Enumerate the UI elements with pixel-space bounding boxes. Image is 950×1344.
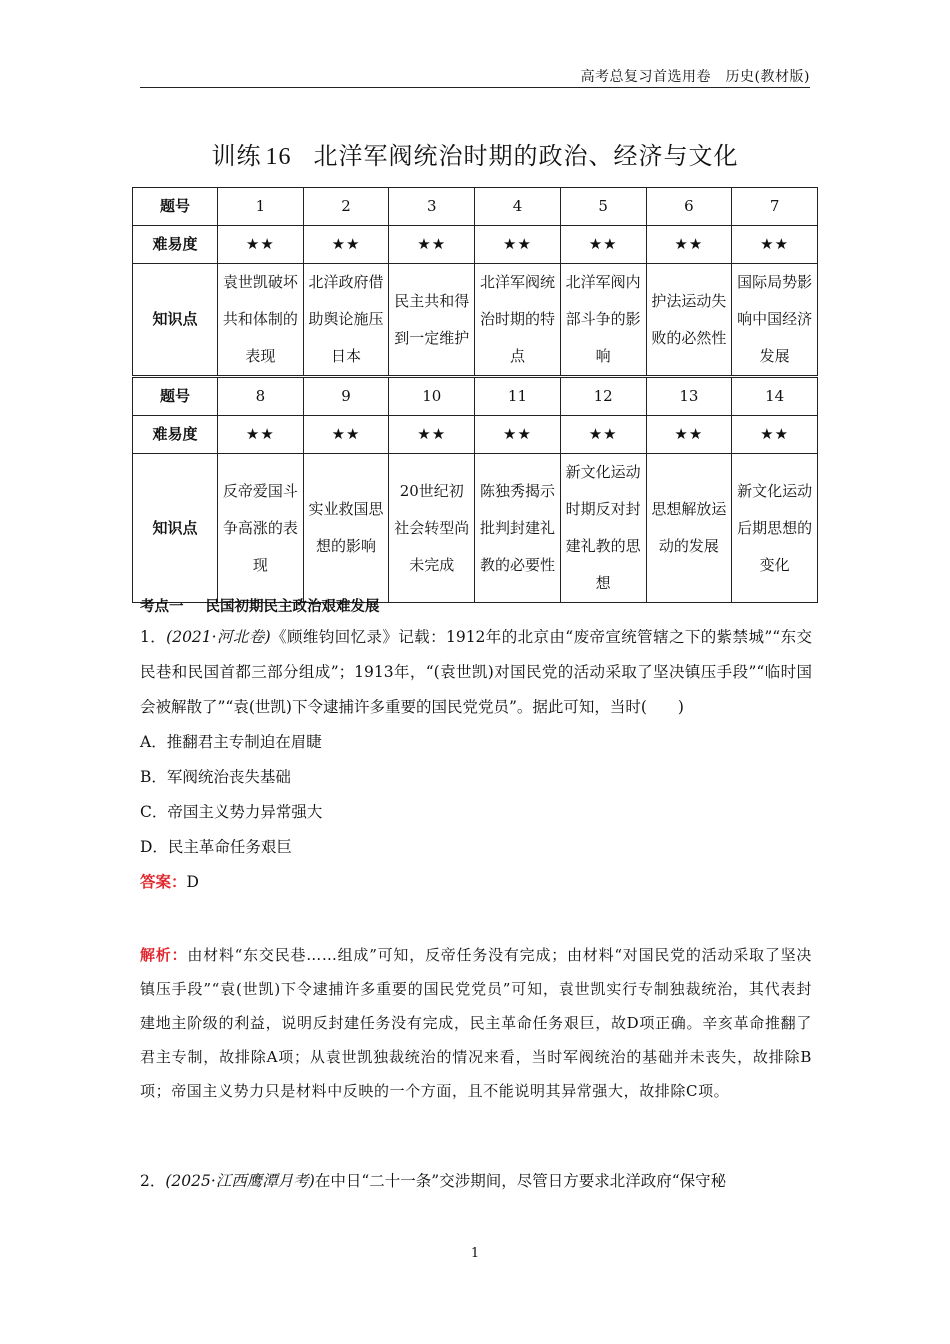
cell-knowledge: 北洋军阀内部斗争的影响 <box>565 273 641 365</box>
option-a: A．推翻君主专制迫在眉睫 <box>140 733 322 751</box>
question-2 <box>140 1164 812 1199</box>
row-label-knowledge: 知识点 <box>133 264 218 377</box>
cell-difficulty-stars: ★★ <box>475 416 561 454</box>
row-label-difficulty: 难易度 <box>133 416 218 454</box>
question-2-text: 在中日“二十一条”交涉期间，尽管日方要求北洋政府“保守秘 <box>314 1172 727 1190</box>
cell-knowledge: 北洋政府借助舆论施压日本 <box>308 273 384 365</box>
header-rule <box>140 87 810 88</box>
table-row-knowledge-1 <box>133 264 818 377</box>
cell-knowledge: 北洋军阀统治时期的特点 <box>479 273 555 365</box>
title-text: 北洋军阀统治时期的政治、经济与文化 <box>313 142 739 170</box>
cell-difficulty-stars: ★★ <box>732 226 818 264</box>
question-1 <box>140 620 812 900</box>
section-heading <box>140 595 812 616</box>
row-label-difficulty: 难易度 <box>133 226 218 264</box>
option-c: C．帝国主义势力异常强大 <box>140 803 323 821</box>
cell-difficulty-stars: ★★ <box>646 226 732 264</box>
answer-line <box>140 865 812 900</box>
cell-difficulty-stars: ★★ <box>303 416 389 454</box>
table-row-numbers-2 <box>133 377 818 416</box>
table-row-knowledge-2 <box>133 454 818 603</box>
cell-knowledge: 国际局势影响中国经济发展 <box>737 273 813 365</box>
cell-difficulty-stars: ★★ <box>389 416 475 454</box>
answer-value: D <box>186 873 199 891</box>
question-2-source: (2025·江西鹰潭月考) <box>165 1172 315 1190</box>
analysis-label: 解析： <box>140 946 188 964</box>
cell-number: 6 <box>646 188 732 226</box>
cell-difficulty-stars: ★★ <box>732 416 818 454</box>
page-title <box>0 136 950 171</box>
cell-knowledge: 反帝爱国斗争高涨的表现 <box>222 481 298 574</box>
option-b: B．军阀统治丧失基础 <box>140 768 291 786</box>
table-row-numbers-1 <box>133 188 818 226</box>
cell-knowledge: 陈独秀揭示批判封建礼教的必要性 <box>479 481 555 574</box>
cell-knowledge: 护法运动失败的必然性 <box>651 291 727 347</box>
cell-number: 2 <box>303 188 389 226</box>
running-header: 高考总复习首选用卷 历史(教材版) <box>580 69 810 85</box>
cell-difficulty-stars: ★★ <box>389 226 475 264</box>
cell-number: 3 <box>389 188 475 226</box>
section-title: 民国初期民主政治艰难发展 <box>205 599 380 615</box>
question-1-text: 《顾维钧回忆录》记载：1912年的北京由“废帝宣统管辖之下的紫禁城”“东交民巷和民国首都三部分组成”；1913年，“(袁世凯)对国民党的活动采取了坚决镇压手段”“临时国会被解散了”“袁(世凯)下令逮捕许多重要的国民党党员”。据此可知，当时( ) <box>140 628 812 716</box>
cell-difficulty-stars: ★★ <box>475 226 561 264</box>
cell-difficulty-stars: ★★ <box>560 226 646 264</box>
cell-difficulty-stars: ★★ <box>218 416 304 454</box>
cell-number: 12 <box>560 377 646 416</box>
question-2-number: 2． <box>140 1172 166 1190</box>
cell-number: 5 <box>560 188 646 226</box>
question-1-stem <box>140 620 812 725</box>
cell-knowledge: 实业救国思想的影响 <box>308 500 384 555</box>
cell-number: 11 <box>475 377 561 416</box>
cell-number: 10 <box>389 377 475 416</box>
cell-number: 8 <box>218 377 304 416</box>
cell-number: 1 <box>218 188 304 226</box>
cell-knowledge: 新文化运动后期思想的变化 <box>737 481 813 574</box>
cell-difficulty-stars: ★★ <box>218 226 304 264</box>
cell-number: 7 <box>732 188 818 226</box>
page-number: 1 <box>470 1246 480 1261</box>
cell-number: 14 <box>732 377 818 416</box>
cell-number: 4 <box>475 188 561 226</box>
section-label: 考点一 <box>140 599 184 615</box>
row-label-number: 题号 <box>133 188 218 226</box>
analysis-block <box>140 938 812 1108</box>
option-d: D．民主革命任务艰巨 <box>140 838 292 856</box>
cell-number: 13 <box>646 377 732 416</box>
cell-knowledge: 民主共和得到一定维护 <box>394 291 470 347</box>
cell-knowledge: 袁世凯破坏共和体制的表现 <box>222 273 298 365</box>
question-1-source: (2021·河北卷) <box>166 628 271 646</box>
title-prefix: 训练 <box>211 142 262 170</box>
cell-knowledge: 20世纪初社会转型尚未完成 <box>394 481 470 574</box>
cell-difficulty-stars: ★★ <box>646 416 732 454</box>
cell-knowledge: 新文化运动时期反对封建礼教的思想 <box>565 463 641 592</box>
cell-knowledge: 思想解放运动的发展 <box>651 500 727 555</box>
table-row-difficulty-2 <box>133 416 818 454</box>
knowledge-table <box>132 187 818 603</box>
row-label-knowledge: 知识点 <box>133 454 218 603</box>
analysis-text: 由材料“东交民巷……组成”可知，反帝任务没有完成；由材料“对国民党的活动采取了坚决镇压手段”“袁(世凯)下令逮捕许多重要的国民党党员”可知，袁世凯实行专制独裁统治，其代表封建地主阶级的利益，说明反封建任务没有完成，民主革命任务艰巨，故D项正确。辛亥革命推翻了君主专制，故排除A项；从袁世凯独裁统治的情况来看，当时军阀统治的基础并未丧失，故排除B项；帝国主义势力只是材料中反映的一个方面，且不能说明其异常强大，故排除C项。 <box>140 946 812 1100</box>
table-row-difficulty-1 <box>133 226 818 264</box>
cell-number: 9 <box>303 377 389 416</box>
answer-label: 答案： <box>140 873 187 891</box>
cell-difficulty-stars: ★★ <box>303 226 389 264</box>
question-1-number: 1． <box>140 628 167 646</box>
cell-difficulty-stars: ★★ <box>560 416 646 454</box>
title-number: 16 <box>265 144 292 170</box>
row-label-number: 题号 <box>133 377 218 416</box>
